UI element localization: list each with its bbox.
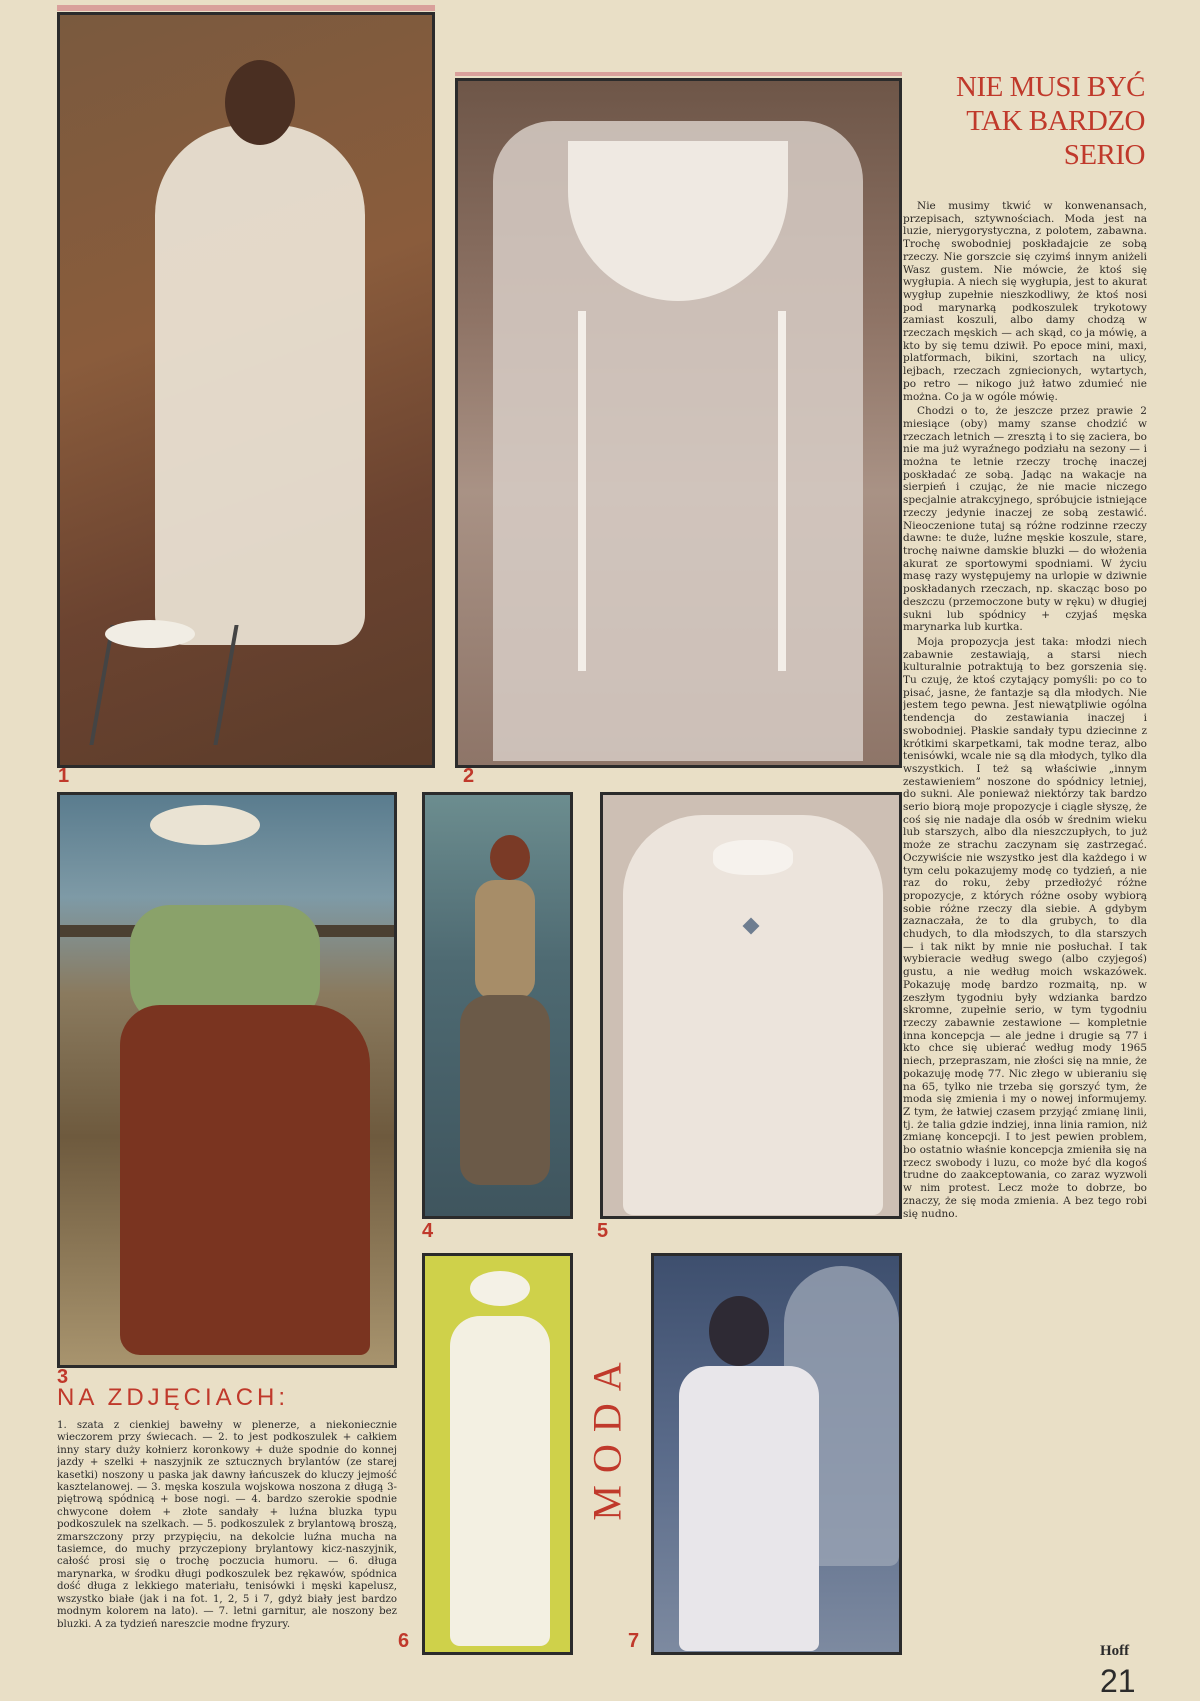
photo-1	[57, 12, 435, 768]
photo-3	[57, 792, 397, 1368]
captions-body: 1. szata z cienkiej bawełny w plenerze, a niekoniecznie wieczorem przy świecach. — 2. to jest podkoszulek + całkiem inny stary duży kołnierz koronkowy + duże spodnie do konnej jazdy + szelki + naszyjnik ze sztucznych brylantów (ze starej kasetki) noszony u paska jak dawny łańcuszek do kluczy jejmość kasztelanowej. — 3. męska koszula wojskowa noszona z długą 3-piętrową spódnicą + bose nogi. — 4. bardzo szerokie spodnie chwycone dołem + złote sandały + luźna bluzka typu podkoszulek na szelkach. — 5. podkoszulek z brylantową broszą, zmarszczony przy przypięciu, na dekolcie luźna mucha na tasiemce, do muchy przyczepiony brylantowy kicz-naszyjnik, całość prosi się o trochę poczucia humoru. — 6. długa marynarka, w środku długi podkoszulek bez rękawów, spódnica dość długa z lekkiego materiału, tenisówki i męski kapelusz, wszystko białe (jak i na fot. 1, 2, 5 i 7, gdyż biały jest bardzo modnym kolorem na lato). — 7. letni garnitur, ale noszony bez bluzki. A za tydzień nareszcie modne fryzury.	[57, 1420, 397, 1630]
headline-line-1: NIE MUSI BYĆ	[956, 71, 1145, 103]
article-body	[903, 200, 1147, 1635]
headline-rule	[455, 72, 902, 76]
article-paragraph-1: Nie musimy tkwić w konwenansach, przepisach, sztywnościach. Moda jest na luzie, nierygorystyczna, z polotem, zabawna. Trochę swobodniej poskładajcie ze sobą rzeczy. Nie gorszcie się czyimś innym aniżeli Wasz gustem. Nie mówcie, że ktoś się wygłupia. A niech się wygłupia, jest to akurat wygłup zupełnie nieszkodliwy, że ktoś nosi pod marynarką podkoszulek trykotowy zamiast koszuli, albo damy chodzą w rzeczach męskich — ach skąd, co ja mówię, a kto by się temu dziwił. Po epoce mini, maxi, platformach, bikini, szortach na ulicy, lejbach, rzeczach zgniecionych, wytartych, po retro — nikogo już łatwo zdumieć nie można. Co ja w ogóle mówię.	[903, 200, 1147, 403]
photo-2-number: 2	[463, 765, 475, 787]
photo-2	[455, 78, 902, 768]
photo-7-number: 7	[628, 1630, 640, 1652]
photo-6-number: 6	[398, 1630, 410, 1652]
photo-1-head	[225, 60, 295, 145]
photo-6-hat	[470, 1271, 530, 1306]
photo-4	[422, 792, 573, 1219]
photo-2-suspender-left	[578, 311, 586, 671]
photo-4-head	[490, 835, 530, 880]
section-tag	[582, 1310, 632, 1560]
photo-1-figure	[155, 125, 365, 645]
photo-6-suit	[450, 1316, 550, 1646]
photo-1-bowl	[105, 620, 195, 648]
photo-4-top	[475, 880, 535, 1000]
photo-5-number: 5	[597, 1220, 609, 1242]
photo-7-head	[709, 1296, 769, 1366]
page-number: 21	[1100, 1663, 1136, 1699]
photo-5	[600, 792, 902, 1219]
captions-title: NA ZDJĘCIACH:	[57, 1384, 290, 1411]
photo-4-trousers	[460, 995, 550, 1185]
photo-6	[422, 1253, 573, 1655]
photo-3-number: 3	[57, 1366, 69, 1388]
headline-line-2: TAK BARDZO	[966, 105, 1145, 137]
article-paragraph-3: Moja propozycja jest taka: młodzi niech zabawnie zestawiają, a starsi niech kulturalnie potraktują to bez gorszenia się. Tu czuję, że ktoś czytający pomyśli: po co to pisać, jasne, że fantazje są dla młodych. Nie jestem tego pewna. Jest niewątpliwie ogólna tendencja do zestawiania inaczej i swobodniej. Płaskie sandały typu dziecinne z krótkimi skarpetkami, tak modne teraz, albo tenisówki, wcale nie są dla młodych, tylko dla wszystkich. I też są właściwie „innym zestawieniem” noszone do spódnicy letniej, do sukni. Ale ponieważ niektórzy tak bardzo serio biorą moje propozycje i ciągle słyszę, że coś się nie nadaje dla osób w średnim wieku lub starszych, albo dla nieszczupłych, to już może ze strachu zaczynam się zastrzegać. Oczywiście nie wszystko jest dla każdego i w tym celu pokazujemy modę co tydzień, a nie raz do roku, żeby przedłożyć różne propozycje, z których różne osoby wybiorą sobie różne rzeczy dla siebie. A gdybym zaznaczała, że to dla grubych, to dla chudych, to dla młodszych, to dla starszych — i tak nikt by mnie nie posłuchał. I tak wybieracie według swego (albo czyjegoś) gustu, a nie według moich wskazówek. Pokazuję modę bardzo rozmaitą, np. w zeszłym tygodniu były wdzianka bardzo skromne, zupełnie serio, w tym tygodniu rzeczy zabawnie zestawione — kompletnie inna koncepcja — ale jedne i drugie są 77 i kto chce się ubierać według mody 1965 niech, przepraszam, nie złości się na mnie, że pokazuję modę 77. Nic złego w ubieraniu się na 65, tylko nie trzeba się gorszyć tym, że moda się zmienia i my o nowej informujemy. Z tym, że łatwiej czasem przyjąć zmianę linii, tj. że talia gdzie indziej, inna linia ramion, niż zmianę koncepcji. I to jest pewien problem, bo ostatnio właśnie koncepcja zmieniła się na rzecz swobody i luzu, co może być dla kogoś trudne do zaakceptowania, co zaraz wyzwoli w nim protest. Lecz może to dobrze, bo znaczy, że się moda zmienia. A bez tego robi się nudno.	[903, 635, 1147, 1220]
photo-1-number: 1	[58, 765, 70, 787]
top-decorative-bar	[57, 5, 435, 11]
photo-3-skirt	[120, 1005, 370, 1355]
photo-7-suit	[679, 1366, 819, 1651]
photo-5-shirt	[623, 815, 883, 1215]
headline-line-3: SERIO	[1063, 139, 1145, 171]
photo-7	[651, 1253, 902, 1655]
photo-4-number: 4	[422, 1220, 434, 1242]
photo-3-hat	[150, 805, 260, 845]
photo-2-suspender-right	[778, 311, 786, 671]
author-signature: Hoff	[1100, 1643, 1130, 1659]
headline	[905, 70, 1145, 172]
photo-5-bow	[713, 840, 793, 875]
article-paragraph-2: Chodzi o to, że jeszcze przez prawie 2 miesiące (oby) mamy szanse chodzić w rzeczach letnich — zresztą i to się zaciera, bo nie ma już wyraźnego podziału na sezony — i można te letnie rzeczy trochę inaczej poskładać ze sobą. Jadąc na wakacje na sierpień i czując, że nie macie niczego specjalnie atrakcyjnego, spróbujcie istniejące rzeczy jedynie inaczej ze sobą zestawić. Nieoczenione tutaj są różne rodzinne rzeczy dawne: te duże, luźne męskie koszule, stare, trochę naiwne damskie bluzki — do włożenia akurat ze sportowymi spodniami. W życiu masę razy występujemy na urlopie w dziwnie poskładanych rzeczach, np. skacząc boso po deszczu (przemoczone buty w ręku) w długiej sukni lub spódnicy + czyjaś męska marynarka lub kurtka.	[903, 405, 1147, 634]
section-tag-label: MODA	[584, 1349, 630, 1521]
